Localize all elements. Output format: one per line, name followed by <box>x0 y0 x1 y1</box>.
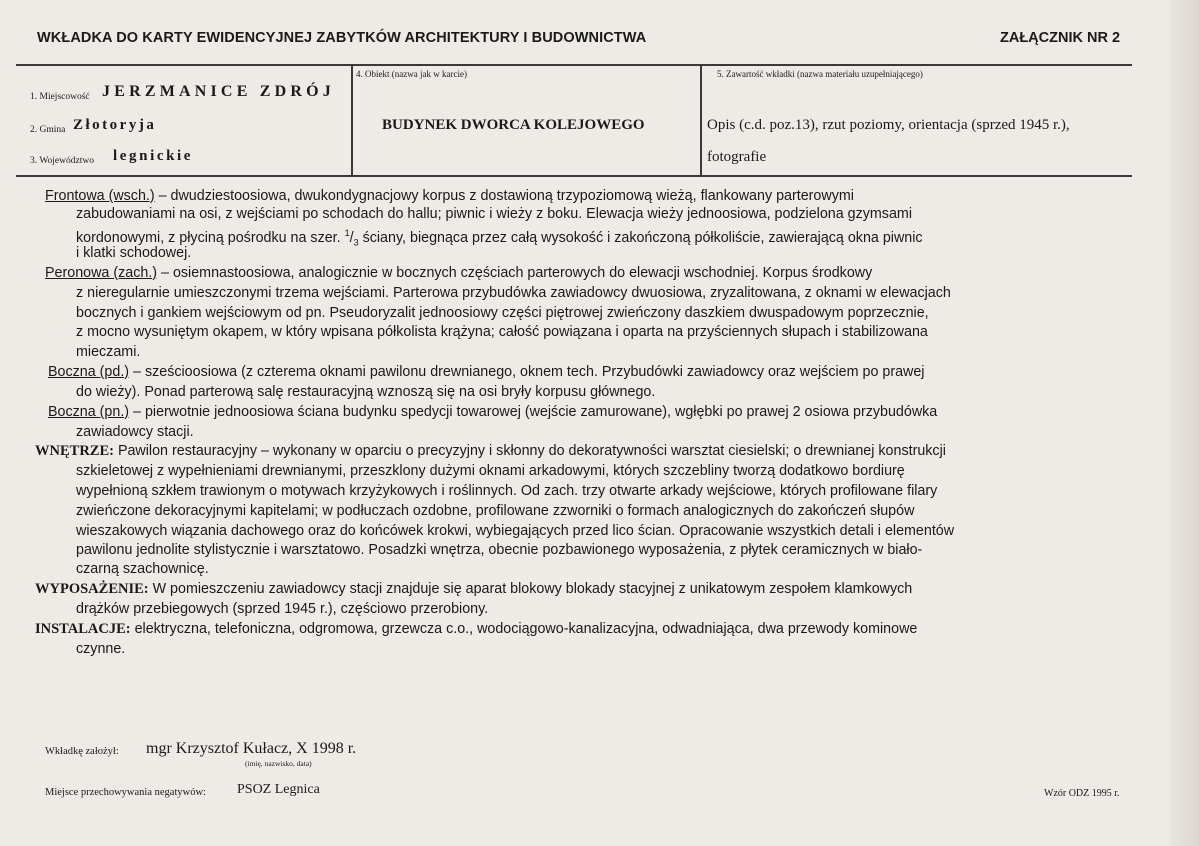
fraction-numerator: 1 <box>344 228 350 238</box>
zawartosc-label: 5. Zawartość wkładki (nazwa materiału uzupełniającego) <box>717 69 923 79</box>
zalozyl-value: mgr Krzysztof Kułacz, X 1998 r. <box>146 740 357 757</box>
peronowa-line-2: z nieregularnie umieszczonymi trzema wejściami. Parterowa przybudówka zawiadowcy dwuosiowa, zryzalitowana, z oknami w elewacjach <box>76 285 951 301</box>
miejscowosc-value: JERZMANICE ZDRÓJ <box>102 83 335 100</box>
peronowa-line-5: mieczami. <box>76 344 141 360</box>
wnetrze-line-6: pawilonu jednolite stylistycznie i warsztatowo. Posadzki wnętrza, obecnie pozbawionego wyposażenia, z płytek ceramicznych w biało- <box>76 542 923 558</box>
wnetrze-line-7: czarną szachownicę. <box>76 561 209 577</box>
wyposazenie-line-1: WYPOSAŻENIE: W pomieszczeniu zawiadowcy stacji znajduje się aparat blokowy blokady stacyjnej z unikatowym zespołem klamkowych <box>35 581 913 597</box>
boczna-pn-heading: Boczna (pn.) <box>48 404 130 420</box>
instalacje-line-2: czynne. <box>76 641 126 657</box>
negatywy-label: Miejsce przechowywania negatywów: <box>45 787 206 798</box>
peronowa-line-1: Peronowa (zach.) – osiemnastoosiowa, analogicznie w bocznych częściach parterowych do elewacji wschodniej. Korpus środkowy <box>45 265 873 281</box>
wnetrze-line-3: wypełnioną szkłem trawionym o motywach krzyżykowych i roślinnych. Od zach. trzy otwarte arkady wejściowe, których profilowane filary <box>76 483 938 499</box>
wnetrze-line-4: zwieńczone dekoracyjnymi kapitelami; w podłuczach ozdobne, profilowane zzworniki o formach analogicznych do zakończeń słupów <box>76 503 915 519</box>
form-title: WKŁADKA DO KARTY EWIDENCYJNEJ ZABYTKÓW ARCHITEKTURY I BUDOWNICTWA <box>37 30 647 46</box>
paper-edge-shadow <box>1170 0 1199 846</box>
peronowa-line-4: z mocno wysuniętym okapem, w który wpisana półkolista krążyna; całość powiązana i oparta na przyściennych słupach i stabilizowana <box>76 324 928 340</box>
zawartosc-line-1: Opis (c.d. poz.13), rzut poziomy, orientacja (sprzed 1945 r.), <box>707 117 1070 133</box>
wnetrze-heading: WNĘTRZE: <box>35 443 114 459</box>
negatywy-value: PSOZ Legnica <box>237 782 320 797</box>
boczna-pd-line-1: Boczna (pd.) – sześcioosiowa (z czterema oknami pawilonu drewnianego, oknem tech. Przybudówki zawiadowcy oraz wejściem po prawej <box>48 364 925 380</box>
wojewodztwo-value: legnickie <box>113 148 194 164</box>
zalozyl-hint: (imię, nazwisko, data) <box>245 759 312 768</box>
miejscowosc-label: 1. Miejscowość <box>30 92 90 102</box>
column-divider-2 <box>700 64 702 176</box>
frontowa-line-3: kordonowymi, z płyciną pośrodku na szer. $^1/_3$ ściany, biegnąca przez całą wysokość i zakończoną półkoliście, zawierającą okna piwnic <box>76 228 923 248</box>
wnetrze-line-1: WNĘTRZE: Pawilon restauracyjny – wykonany w oparciu o precyzyjny i skłonny do dekoratywności warsztat ciesielski; o drewnianej konstrukcji <box>35 443 946 459</box>
frontowa-line-1: Frontowa (wsch.) – dwudziestoosiowa, dwukondygnacjowy korpus z dostawioną trzypoziomową wieżą, flankowany parterowymi <box>45 188 854 204</box>
frontowa-line-4: i klatki schodowej. <box>76 245 192 261</box>
boczna-pn-line-2: zawiadowcy stacji. <box>76 424 194 440</box>
frontowa-heading: Frontowa (wsch.) <box>45 188 155 204</box>
form-template-note: Wzór ODZ 1995 r. <box>1044 788 1120 799</box>
zawartosc-line-2: fotografie <box>707 149 767 165</box>
boczna-pn-line-1: Boczna (pn.) – pierwotnie jednoosiowa ściana budynku spedycji towarowej (wejście zamurowane), wgłębki po prawej 2 osiowa przybudówka <box>48 404 938 420</box>
obiekt-value: BUDYNEK DWORCA KOLEJOWEGO <box>382 117 645 133</box>
instalacje-heading: INSTALACJE: <box>35 621 131 637</box>
frontowa-line-2: zabudowaniami na osi, z wejściami po schodach do hallu; piwnic i wieży z boku. Elewacja wieży jednoosiowa, podzielona gzymsami <box>76 206 912 222</box>
instalacje-line-1: INSTALACJE: elektryczna, telefoniczna, odgromowa, grzewcza c.o., wodociągowo-kanalizacyjna, odwadniająca, dwa przewody kominowe <box>35 621 918 637</box>
wyposazenie-heading: WYPOSAŻENIE: <box>35 581 149 597</box>
boczna-pd-line-2: do wieży). Ponad parterową salę restauracyjną wznoszą się na osi bryły korpusu głównego. <box>76 384 656 400</box>
gmina-value: Złotoryja <box>73 117 157 133</box>
wnetrze-line-2: szkieletowej z wypełnieniami drewnianymi, przeszklony dużymi oknami arkadowymi, których szczebliny tworzą dodatkowo bordiurę <box>76 463 905 479</box>
wnetrze-line-5: wieszakowych wiązania dachowego oraz do końcówek krokwi, wybiegających przed lico ścian. Opracowanie wszystkich detali i elementów <box>76 523 955 539</box>
fraction-denominator: 3 <box>353 237 359 248</box>
table-top-border <box>16 64 1132 66</box>
zalozyl-label: Wkładkę założył: <box>45 746 119 757</box>
table-bottom-border <box>16 175 1132 177</box>
annex-number: ZAŁĄCZNIK NR 2 <box>1000 30 1121 46</box>
obiekt-label: 4. Obiekt (nazwa jak w karcie) <box>356 69 467 79</box>
boczna-pd-heading: Boczna (pd.) <box>48 364 130 380</box>
gmina-label: 2. Gmina <box>30 125 66 135</box>
wojewodztwo-label: 3. Województwo <box>30 156 94 166</box>
peronowa-heading: Peronowa (zach.) <box>45 265 158 281</box>
column-divider-1 <box>351 64 353 176</box>
wyposazenie-line-2: drążków przebiegowych (sprzed 1945 r.), częściowo przerobiony. <box>76 601 489 617</box>
peronowa-line-3: bocznych i gankiem wejściowym od pn. Pseudoryzalit jednoosiowy części piętrowej zwieńczony daszkiem dwuspadowym poprzecznie, <box>76 305 929 321</box>
